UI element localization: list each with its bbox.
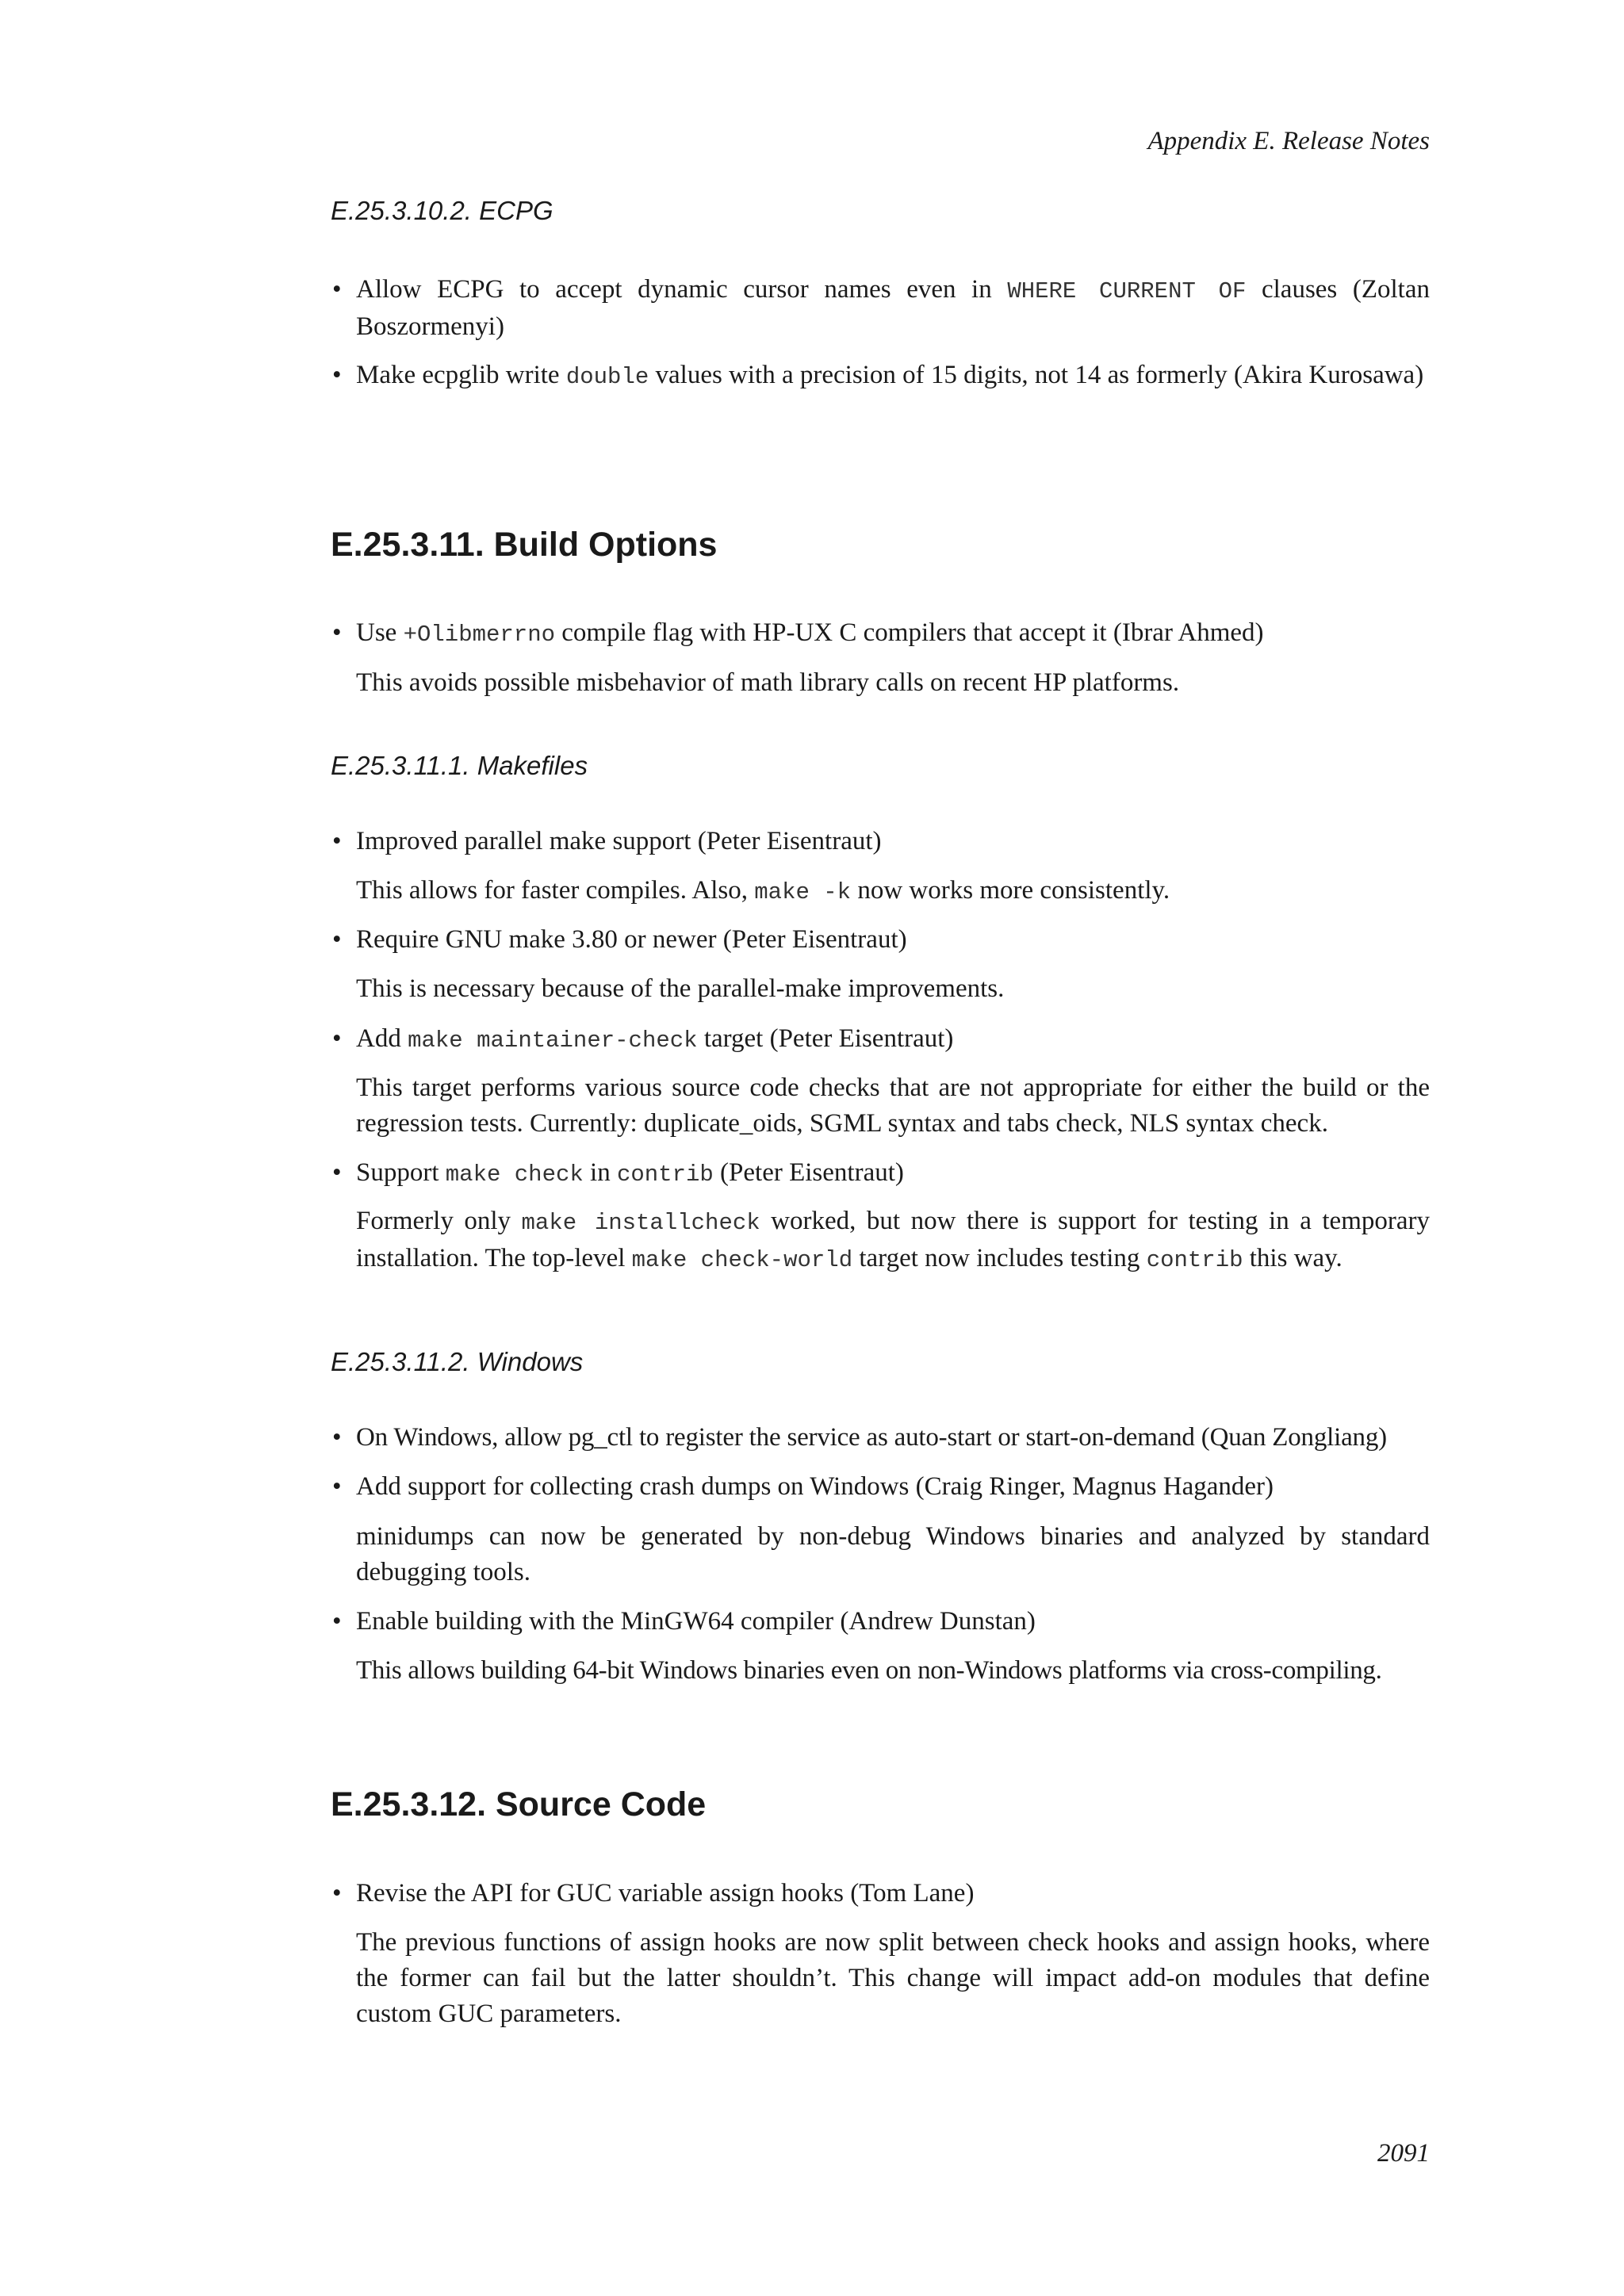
bullet: • bbox=[332, 1158, 342, 1187]
item-note: Formerly only make installcheck worked, but now there is support for testing in a temporary installation. The top-level make check-world target now includes testing contrib this way. bbox=[356, 1207, 1430, 1273]
list-item: • On Windows, allow pg_ctl to register the service as auto-start or start-on-demand (Quan Zongliang) bbox=[356, 1420, 1430, 1456]
section-heading-ecpg: E.25.3.10.2. ECPG bbox=[331, 196, 553, 225]
code-term: WHERE CURRENT OF bbox=[1007, 278, 1247, 304]
bullet: • bbox=[332, 618, 342, 647]
bullet: • bbox=[332, 925, 342, 954]
list-item: • Require GNU make 3.80 or newer (Peter Eisentraut) bbox=[356, 922, 1430, 958]
bullet: • bbox=[332, 275, 342, 304]
code-term: double bbox=[565, 364, 649, 390]
page-number: 2091 bbox=[1377, 2139, 1430, 2168]
list-item: • Allow ECPG to accept dynamic cursor names even in WHERE CURRENT OF clauses (Zoltan Boszormenyi) bbox=[356, 272, 1430, 345]
code-term: make maintainer-check bbox=[408, 1027, 698, 1054]
code-term: contrib bbox=[616, 1161, 714, 1188]
list-item: • Improved parallel make support (Peter Eisentraut) bbox=[356, 824, 1430, 859]
code-term: contrib bbox=[1146, 1247, 1243, 1273]
list-item: • Support make check in contrib (Peter Eisentraut) bbox=[356, 1155, 1430, 1192]
running-header: Appendix E. Release Notes bbox=[1147, 127, 1430, 155]
bullet: • bbox=[332, 1423, 342, 1452]
item-note: This allows for faster compiles. Also, make -k now works more consistently. bbox=[356, 876, 1170, 905]
bullet: • bbox=[332, 1024, 342, 1053]
bullet: • bbox=[332, 827, 342, 855]
bullet: • bbox=[332, 1879, 342, 1908]
list-item: • Revise the API for GUC variable assign hooks (Tom Lane) bbox=[356, 1876, 1430, 1911]
list-item: • Enable building with the MinGW64 compiler (Andrew Dunstan) bbox=[356, 1604, 1430, 1640]
section-heading-makefiles: E.25.3.11.1. Makefiles bbox=[331, 751, 588, 780]
list-item: • Make ecpglib write double values with a precision of 15 digits, not 14 as formerly (Akira Kurosawa) bbox=[356, 358, 1430, 395]
bullet: • bbox=[332, 1472, 342, 1501]
item-note: This target performs various source code checks that are not appropriate for either the build or the regression tests. Currently: duplicate_oids, SGML syntax and tabs check, NLS syntax check. bbox=[356, 1073, 1430, 1138]
bullet: • bbox=[332, 361, 342, 389]
code-term: +Olibmerrno bbox=[403, 622, 556, 648]
section-heading-source-code: E.25.3.12. Source Code bbox=[331, 1785, 707, 1823]
item-note: This avoids possible misbehavior of math library calls on recent HP platforms. bbox=[356, 668, 1180, 697]
list-item: • Add make maintainer-check target (Peter Eisentraut) bbox=[356, 1021, 1430, 1058]
list-item: • Add support for collecting crash dumps on Windows (Craig Ringer, Magnus Hagander) bbox=[356, 1469, 1430, 1505]
code-term: make check bbox=[445, 1161, 584, 1188]
code-term: make -k bbox=[754, 879, 852, 905]
item-note: minidumps can now be generated by non-debug Windows binaries and analyzed by standard debugging tools. bbox=[356, 1522, 1430, 1586]
section-heading-windows: E.25.3.11.2. Windows bbox=[331, 1347, 584, 1376]
code-term: make installcheck bbox=[521, 1210, 760, 1236]
bullet: • bbox=[332, 1607, 342, 1636]
section-heading-build-options: E.25.3.11. Build Options bbox=[331, 526, 718, 564]
item-note: This is necessary because of the parallel-make improvements. bbox=[356, 974, 1005, 1003]
item-note: This allows building 64-bit Windows binaries even on non-Windows platforms via cross-compiling. bbox=[356, 1656, 1382, 1685]
list-item: • Use +Olibmerrno compile flag with HP-UX C compilers that accept it (Ibrar Ahmed) bbox=[356, 615, 1430, 652]
item-note: The previous functions of assign hooks are now split between check hooks and assign hooks, where the former can fail but the latter shouldn’t. This change will impact add-on modules that define custom GUC parameters. bbox=[356, 1928, 1430, 2028]
code-term: make check-world bbox=[631, 1247, 853, 1273]
